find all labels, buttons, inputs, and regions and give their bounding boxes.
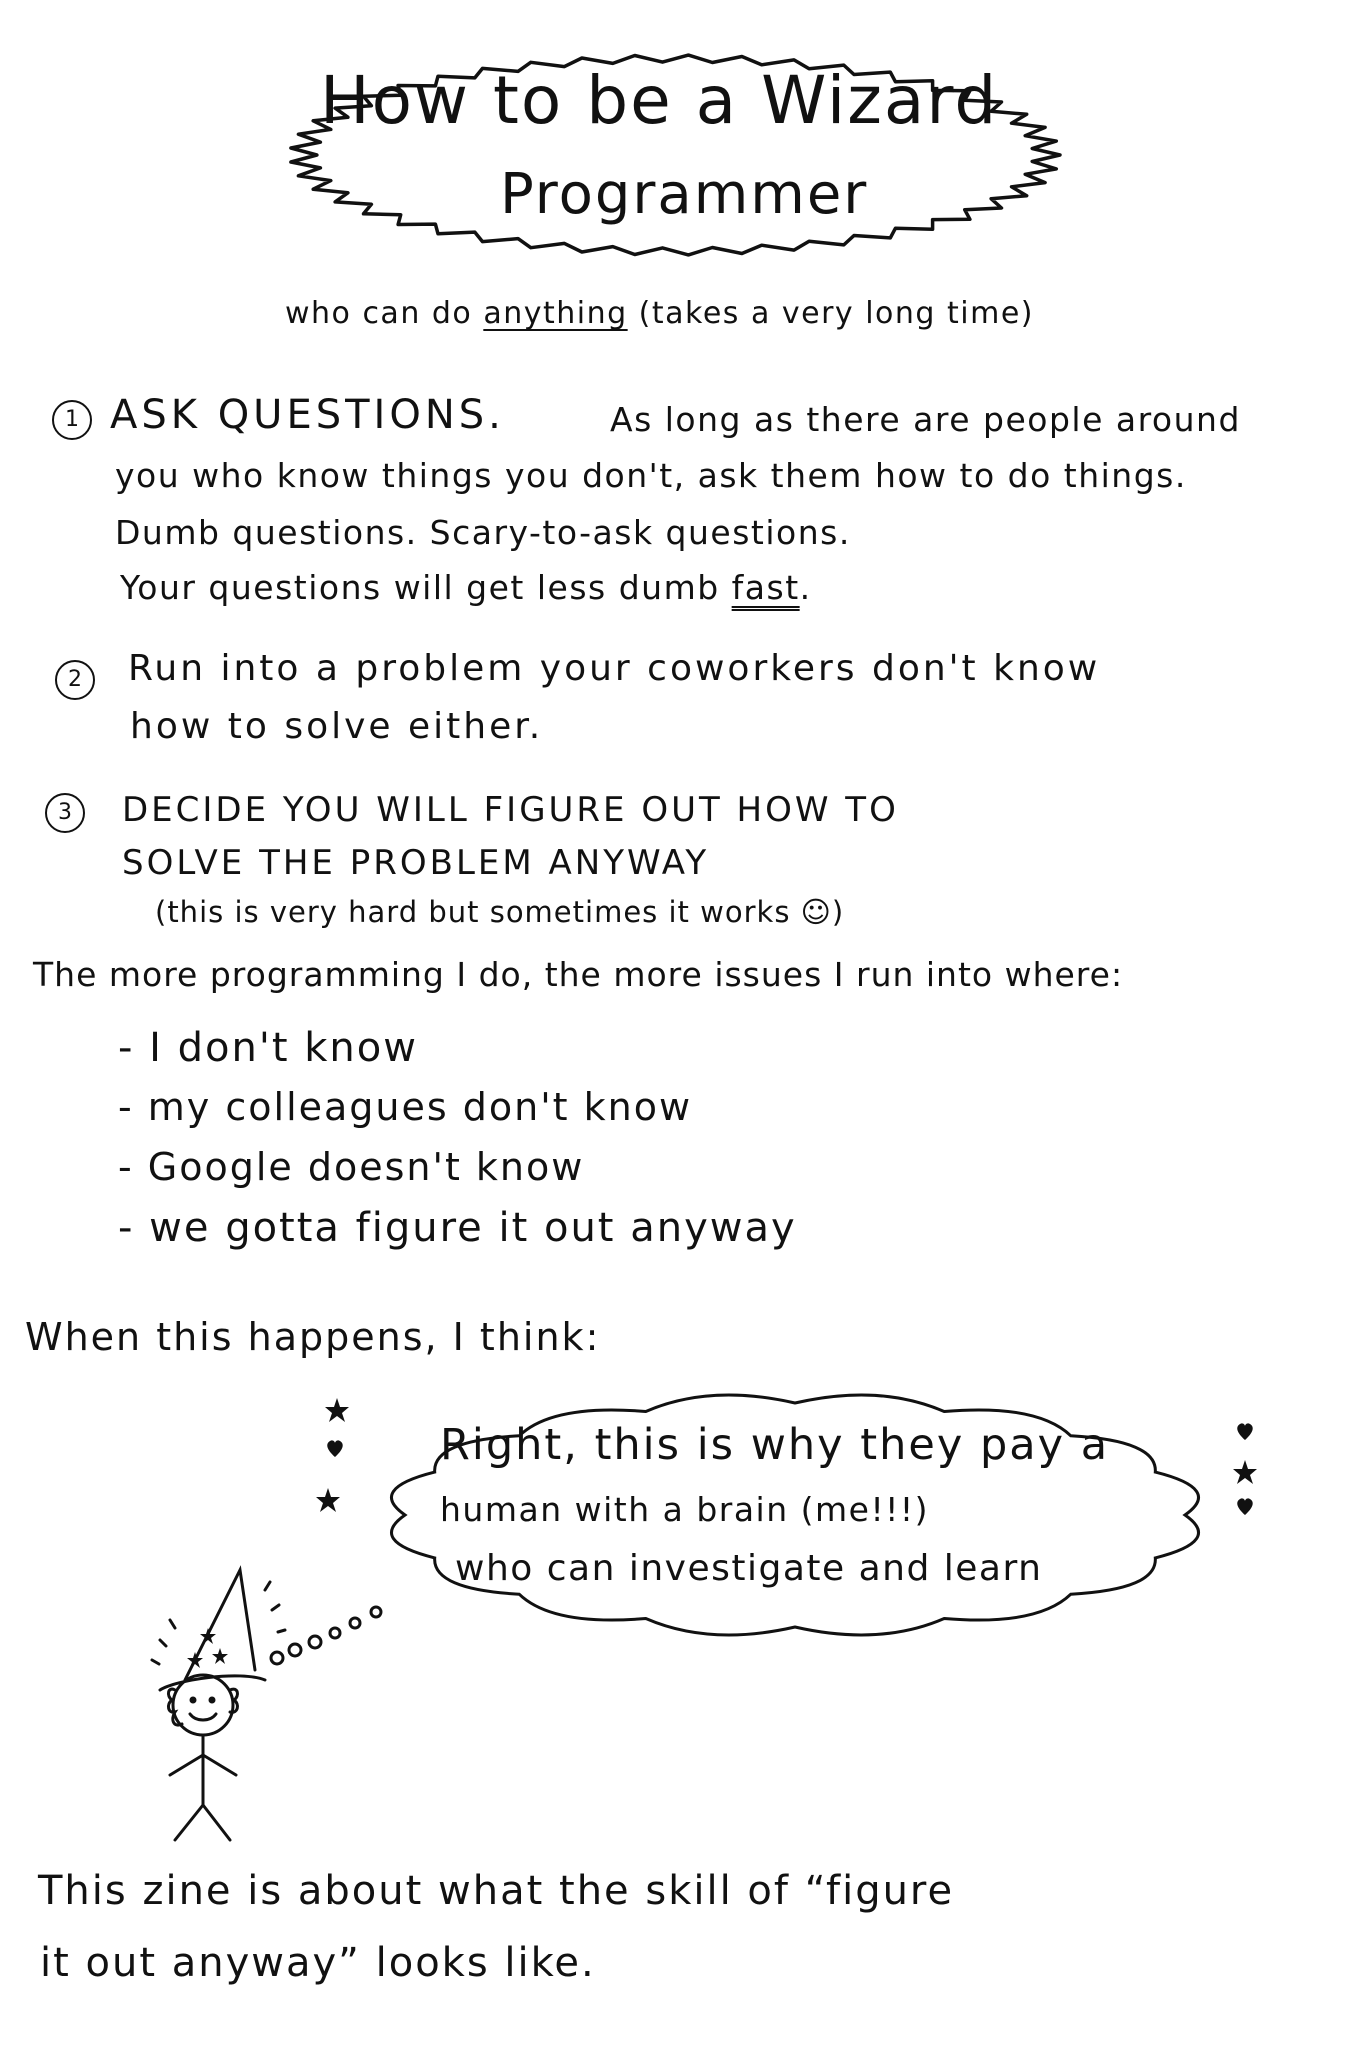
thought-line1: Right, this is why they pay a bbox=[440, 1420, 1110, 1470]
bullet-item: - my colleagues don't know bbox=[118, 1085, 693, 1129]
step-2-number: 2 bbox=[55, 660, 95, 700]
step-1-line4 bbox=[120, 560, 812, 615]
wizard-stick-figure bbox=[130, 1390, 430, 1850]
heart-icon bbox=[1237, 1498, 1252, 1515]
bullet-item: - Google doesn't know bbox=[118, 1145, 585, 1189]
subtitle-emphasis: anything bbox=[483, 296, 628, 331]
step-1-line4-before: Your questions will get less dumb bbox=[120, 568, 732, 607]
step-3-line1: DECIDE YOU WILL FIGURE OUT HOW TO bbox=[122, 790, 899, 830]
step-1-line2: you who know things you don't, ask them how to do things. bbox=[115, 456, 1187, 495]
thought-line2: human with a brain (me!!!) bbox=[440, 1490, 930, 1529]
subtitle-before: who can do bbox=[285, 296, 484, 331]
wizard-body bbox=[170, 1735, 236, 1840]
closing-line1: This zine is about what the skill of “figure bbox=[38, 1868, 955, 1914]
step-1-line4-after: . bbox=[799, 568, 812, 607]
step-3-aside: (this is very hard but sometimes it works ☺) bbox=[155, 895, 845, 929]
thought-line3: who can investigate and learn bbox=[455, 1548, 1043, 1589]
page-title-line2: Programmer bbox=[500, 162, 869, 227]
closing-line2: it out anyway” looks like. bbox=[40, 1940, 596, 1986]
step-1-heading: ASK QUESTIONS. bbox=[110, 392, 505, 438]
decoration-right bbox=[1225, 1420, 1265, 1550]
thought-dots bbox=[271, 1607, 381, 1664]
subtitle bbox=[285, 296, 1034, 331]
star-icon bbox=[1233, 1460, 1257, 1484]
when-line: When this happens, I think: bbox=[25, 1315, 601, 1359]
step-1-number: 1 bbox=[52, 400, 92, 440]
step-2-line2: how to solve either. bbox=[130, 706, 544, 747]
step-1-line1: As long as there are people around bbox=[610, 400, 1241, 439]
step-2-line1: Run into a problem your coworkers don't know bbox=[128, 648, 1101, 689]
bullet-item: - I don't know bbox=[118, 1025, 418, 1071]
step-3-line2: SOLVE THE PROBLEM ANYWAY bbox=[122, 843, 710, 883]
heart-icon bbox=[1237, 1423, 1252, 1440]
wizard-hat bbox=[152, 1570, 285, 1690]
step-1-line3: Dumb questions. Scary-to-ask questions. bbox=[115, 513, 851, 552]
bullet-item: - we gotta figure it out anyway bbox=[118, 1205, 797, 1251]
page-title-line1: How to be a Wizard bbox=[320, 62, 999, 139]
step-3-number: 3 bbox=[45, 793, 85, 833]
step-1-line4-emphasis: fast bbox=[731, 568, 800, 607]
subtitle-after: (takes a very long time) bbox=[627, 296, 1034, 331]
intro-list-line: The more programming I do, the more issues I run into where: bbox=[33, 955, 1124, 994]
